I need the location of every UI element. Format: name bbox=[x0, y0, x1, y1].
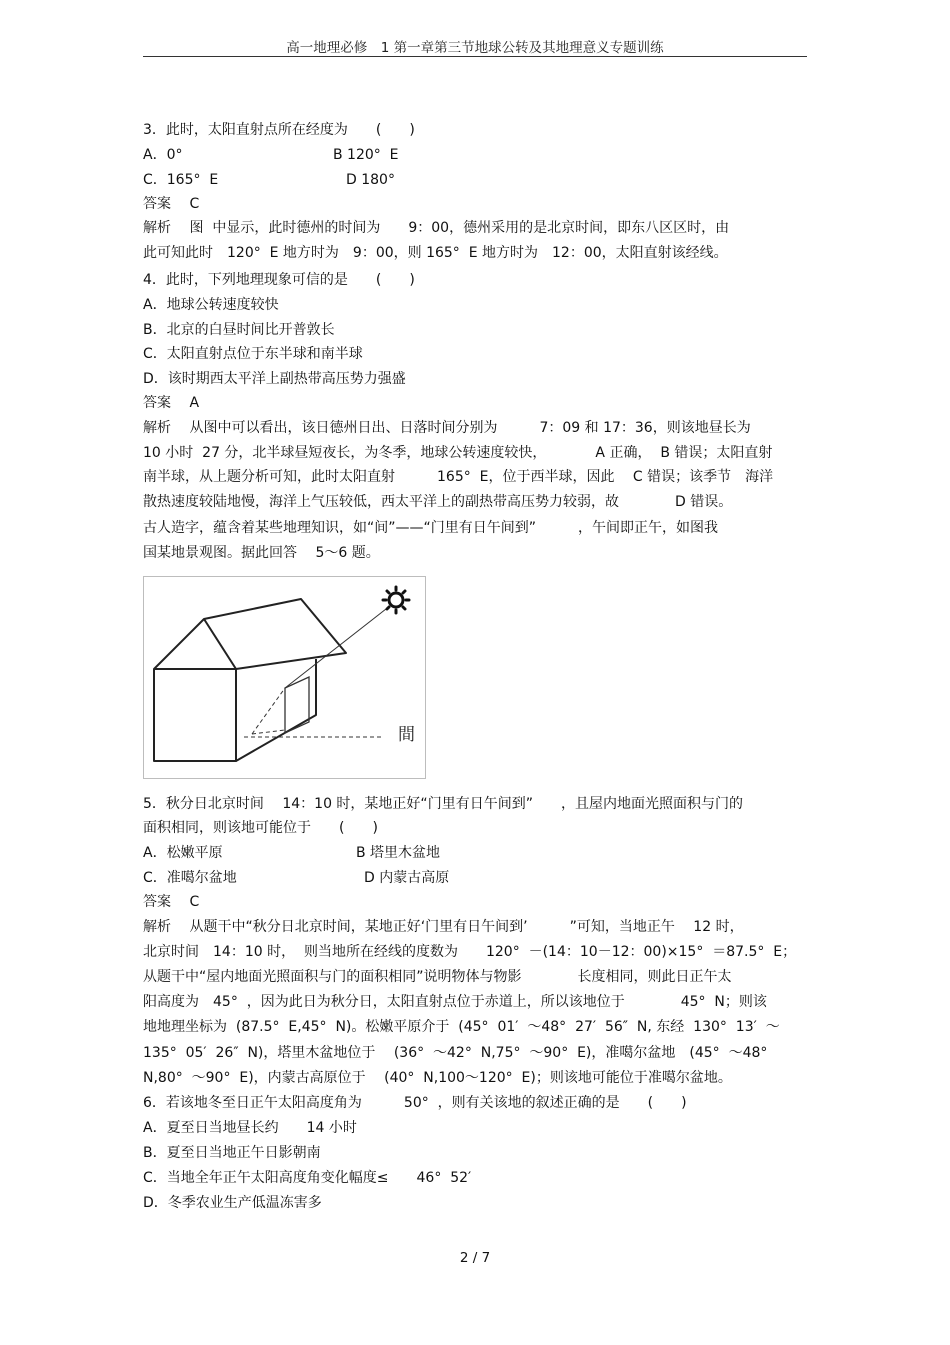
q6-stem: 6．若该地冬至日正午太阳高度角为 50° ，则有关该地的叙述正确的是 ( ) bbox=[143, 1095, 687, 1111]
q5-analysis-line-6: 135° 05′ 26″ N)，塔里木盆地位于 (36° ～42° N,75° ～90° E)，准噶尔盆地 (45° ～48° bbox=[143, 1045, 768, 1061]
page-header: 高一地理必修 1 第一章第三节地球公转及其地理意义专题训练 bbox=[286, 40, 664, 56]
front-wall bbox=[154, 669, 236, 761]
house-diagram bbox=[144, 577, 425, 778]
q5-analysis-line-3: 从题干中“屋内地面光照面积与门的面积相同”说明物体与物影 长度相同，则此日正午太 bbox=[143, 969, 732, 985]
q5-stem-line-2: 面积相同，则该地可能位于 ( ) bbox=[143, 820, 378, 836]
q5-option-a: A．松嫩平原 bbox=[143, 845, 223, 861]
light-ray-inner-dashed bbox=[252, 688, 285, 734]
q6-option-b: B．夏至日当地正午日影朝南 bbox=[143, 1145, 321, 1161]
header-divider bbox=[143, 56, 807, 57]
q5-stem-line-1: 5．秋分日北京时间 14：10 时，某地正好“门里有日午间到” ，且屋内地面光照面积与门的 bbox=[143, 796, 743, 812]
q5-analysis-line-5: 地地理坐标为 (87.5° E,45° N)。松嫩平原介于 (45° 01′ ～48° 27′ 56″ N, 东经 130° 13′ ～ bbox=[143, 1019, 780, 1035]
q5-analysis-line-2: 北京时间 14：10 时， 则当地所在经线的度数为 120° －(14：10－12：00)×15° ＝87.5° E； bbox=[143, 944, 797, 960]
intro-line-1: 古人造字，蕴含着某些地理知识，如“间”——“门里有日午间到” ，午间即正午，如图我 bbox=[143, 520, 719, 536]
q3-analysis-line-1: 解析 图 中显示，此时德州的时间为 9：00，德州采用的是北京时间，即东八区区时，由 bbox=[143, 220, 730, 236]
jian-character-label: 間 bbox=[398, 725, 415, 745]
q4-option-b: B．北京的白昼时间比开普敦长 bbox=[143, 322, 335, 338]
q4-analysis-line-4: 散热速度较陆地慢，海洋上气压较低，西太平洋上的副热带高压势力较弱，故 D 错误。 bbox=[143, 494, 733, 510]
roof-gable bbox=[154, 619, 236, 669]
q3-option-c: C．165° E bbox=[143, 172, 219, 188]
q5-option-c: C．准噶尔盆地 bbox=[143, 870, 237, 886]
q4-analysis-line-3: 南半球，从上题分析可知，此时太阳直射 165° E，位于西半球，因此 C 错误；该季节 海洋 bbox=[143, 469, 774, 485]
q4-answer: 答案 A bbox=[143, 395, 200, 411]
q4-analysis-line-1: 解析 从图中可以看出，该日德州日出、日落时间分别为 7：09 和 17：36，则该地昼长为 bbox=[143, 420, 751, 436]
q6-option-d: D．冬季农业生产低温冻害多 bbox=[143, 1195, 322, 1211]
q4-option-a: A．地球公转速度较快 bbox=[143, 297, 279, 313]
q4-stem: 4．此时，下列地理现象可信的是 ( ) bbox=[143, 272, 415, 288]
intro-line-2: 国某地景观图。据此回答 5～6 题。 bbox=[143, 545, 380, 561]
q5-analysis-line-7: N,80° ～90° E)，内蒙古高原位于 (40° N,100～120° E)；则该地可能位于准噶尔盆地。 bbox=[143, 1070, 732, 1086]
q4-option-d: D．该时期西太平洋上副热带高压势力强盛 bbox=[143, 371, 406, 387]
q5-option-d: D 内蒙古高原 bbox=[364, 870, 450, 886]
light-patch-dashed bbox=[252, 730, 285, 734]
q3-answer: 答案 C bbox=[143, 196, 200, 212]
q5-option-b: B 塔里木盆地 bbox=[356, 845, 441, 861]
house-sunlight-figure bbox=[143, 576, 426, 779]
q6-option-c: C．当地全年正午太阳高度角变化幅度≤ 46° 52′ bbox=[143, 1170, 472, 1186]
q4-option-c: C．太阳直射点位于东半球和南半球 bbox=[143, 346, 363, 362]
q5-analysis-line-4: 阳高度为 45° ，因为此日为秋分日，太阳直射点位于赤道上，所以该地位于 45° N；则该 bbox=[143, 994, 767, 1010]
q3-option-a: A．0° bbox=[143, 147, 183, 163]
sun-icon bbox=[383, 587, 409, 613]
q3-stem: 3．此时，太阳直射点所在经度为 ( ) bbox=[143, 122, 415, 138]
q5-analysis-line-1: 解析 从题干中“秋分日北京时间，某地正好‘门里有日午间到’ ”可知，当地正午 12 时， bbox=[143, 919, 744, 935]
q3-analysis-line-2: 此可知此时 120° E 地方时为 9：00，则 165° E 地方时为 12：00，太阳直射该经线。 bbox=[143, 245, 728, 261]
q4-analysis-line-2: 10 小时 27 分，北半球昼短夜长，为冬季，地球公转速度较快， A 正确， B 错误；太阳直射 bbox=[143, 445, 773, 461]
q3-option-d: D 180° bbox=[346, 172, 395, 188]
q5-answer: 答案 C bbox=[143, 894, 200, 910]
q6-option-a: A．夏至日当地昼长约 14 小时 bbox=[143, 1120, 357, 1136]
page-number: 2 / 7 bbox=[459, 1250, 491, 1266]
q3-option-b: B 120° E bbox=[333, 147, 399, 163]
side-wall bbox=[236, 659, 316, 761]
sun-ray bbox=[285, 609, 386, 688]
